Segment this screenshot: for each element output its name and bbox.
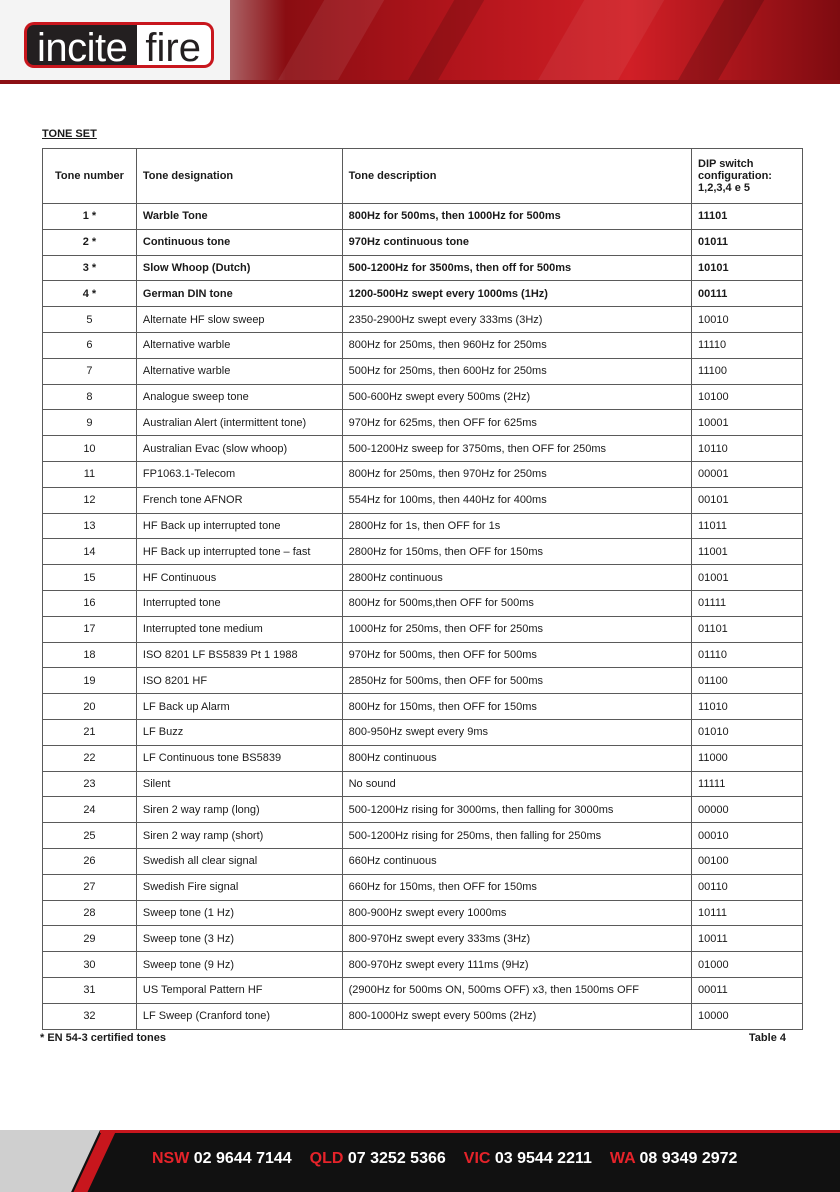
cell-dip-switch: 11001 <box>692 539 803 565</box>
cell-tone-designation: Analogue sweep tone <box>136 384 342 410</box>
cell-tone-designation: Swedish all clear signal <box>136 848 342 874</box>
cell-tone-number: 32 <box>43 1003 137 1029</box>
cell-tone-description: 1200-500Hz swept every 1000ms (1Hz) <box>342 281 691 307</box>
table-row <box>43 694 803 720</box>
cell-tone-number: 21 <box>43 719 137 745</box>
cell-dip-switch: 11000 <box>692 745 803 771</box>
cell-dip-switch: 01110 <box>692 642 803 668</box>
table-row <box>43 410 803 436</box>
cell-tone-designation: Silent <box>136 771 342 797</box>
cell-dip-switch: 01000 <box>692 952 803 978</box>
table-row <box>43 745 803 771</box>
table-row <box>43 436 803 462</box>
cell-tone-number: 15 <box>43 565 137 591</box>
cell-dip-switch: 10000 <box>692 1003 803 1029</box>
cell-tone-number: 8 <box>43 384 137 410</box>
cell-tone-number: 7 <box>43 358 137 384</box>
cell-tone-description: 660Hz for 150ms, then OFF for 150ms <box>342 874 691 900</box>
cell-dip-switch: 00011 <box>692 977 803 1003</box>
cell-tone-number: 13 <box>43 513 137 539</box>
footer-banner <box>0 1130 840 1192</box>
cell-tone-description: 1000Hz for 250ms, then OFF for 250ms <box>342 616 691 642</box>
table-row <box>43 823 803 849</box>
cell-tone-designation: Slow Whoop (Dutch) <box>136 255 342 281</box>
cell-dip-switch: 10100 <box>692 384 803 410</box>
table-row <box>43 358 803 384</box>
table-label: Table 4 <box>748 1032 786 1044</box>
cell-tone-number: 17 <box>43 616 137 642</box>
cell-tone-designation: Siren 2 way ramp (long) <box>136 797 342 823</box>
cell-tone-designation: LF Back up Alarm <box>136 694 342 720</box>
contact-state: NSW <box>152 1150 190 1167</box>
cell-tone-number: 4 * <box>43 281 137 307</box>
cell-tone-description: 500-1200Hz rising for 3000ms, then falling for 3000ms <box>342 797 691 823</box>
contact-phone: 07 3252 5366 <box>347 1150 446 1167</box>
table-row <box>43 797 803 823</box>
cell-tone-number: 25 <box>43 823 137 849</box>
table-row <box>43 668 803 694</box>
cell-tone-designation: Siren 2 way ramp (short) <box>136 823 342 849</box>
cell-tone-description: 800-950Hz swept every 9ms <box>342 719 691 745</box>
cell-tone-designation: Interrupted tone <box>136 590 342 616</box>
cell-tone-number: 9 <box>43 410 137 436</box>
cell-tone-designation: German DIN tone <box>136 281 342 307</box>
tone-set-table <box>42 148 803 1030</box>
table-row <box>43 642 803 668</box>
table-row <box>43 719 803 745</box>
cell-tone-description: 2800Hz for 1s, then OFF for 1s <box>342 513 691 539</box>
cell-tone-description: 500-1200Hz rising for 250ms, then falling for 250ms <box>342 823 691 849</box>
cell-tone-number: 12 <box>43 487 137 513</box>
cell-tone-designation: LF Sweep (Cranford tone) <box>136 1003 342 1029</box>
cell-dip-switch: 10101 <box>692 255 803 281</box>
contact-state: VIC <box>463 1150 491 1167</box>
cell-tone-designation: Swedish Fire signal <box>136 874 342 900</box>
cell-tone-designation: LF Buzz <box>136 719 342 745</box>
cell-tone-number: 3 * <box>43 255 137 281</box>
cell-tone-designation: Continuous tone <box>136 229 342 255</box>
cell-dip-switch: 01011 <box>692 229 803 255</box>
cell-dip-switch: 10010 <box>692 307 803 333</box>
contact-phone: 08 9349 2972 <box>639 1150 738 1167</box>
contact-state: QLD <box>309 1150 344 1167</box>
table-row <box>43 952 803 978</box>
cell-tone-number: 27 <box>43 874 137 900</box>
contact-phone: 03 9544 2211 <box>494 1150 592 1167</box>
cell-dip-switch: 00111 <box>692 281 803 307</box>
cell-tone-description: 800-900Hz swept every 1000ms <box>342 900 691 926</box>
table-row <box>43 487 803 513</box>
cell-tone-description: 800-970Hz swept every 111ms (9Hz) <box>342 952 691 978</box>
cell-tone-number: 2 * <box>43 229 137 255</box>
header-tone-number: Tone number <box>43 149 137 204</box>
table-row <box>43 307 803 333</box>
table-row <box>43 848 803 874</box>
cell-dip-switch: 10001 <box>692 410 803 436</box>
cell-dip-switch: 00100 <box>692 848 803 874</box>
cell-dip-switch: 10011 <box>692 926 803 952</box>
section-title: TONE SET <box>42 128 97 140</box>
table-row <box>43 204 803 230</box>
header-tone-designation: Tone designation <box>136 149 342 204</box>
cell-tone-number: 6 <box>43 332 137 358</box>
cell-tone-number: 16 <box>43 590 137 616</box>
cell-tone-number: 14 <box>43 539 137 565</box>
cell-tone-number: 24 <box>43 797 137 823</box>
cell-tone-description: 800Hz continuous <box>342 745 691 771</box>
cell-tone-description: 500Hz for 250ms, then 600Hz for 250ms <box>342 358 691 384</box>
cell-dip-switch: 11100 <box>692 358 803 384</box>
cell-dip-switch: 10111 <box>692 900 803 926</box>
table-row <box>43 771 803 797</box>
cell-tone-designation: Sweep tone (3 Hz) <box>136 926 342 952</box>
cell-tone-number: 20 <box>43 694 137 720</box>
table-row <box>43 229 803 255</box>
table-row <box>43 332 803 358</box>
cell-tone-number: 1 * <box>43 204 137 230</box>
cell-tone-designation: Alternative warble <box>136 358 342 384</box>
cell-tone-designation: HF Back up interrupted tone – fast <box>136 539 342 565</box>
cell-tone-description: 800-970Hz swept every 333ms (3Hz) <box>342 926 691 952</box>
cell-tone-description: 800Hz for 250ms, then 970Hz for 250ms <box>342 461 691 487</box>
cell-tone-description: 800-1000Hz swept every 500ms (2Hz) <box>342 1003 691 1029</box>
cell-tone-description: 970Hz for 500ms, then OFF for 500ms <box>342 642 691 668</box>
cell-tone-description: 800Hz for 150ms, then OFF for 150ms <box>342 694 691 720</box>
cell-dip-switch: 11010 <box>692 694 803 720</box>
cell-tone-description: 2800Hz continuous <box>342 565 691 591</box>
cell-tone-description: 500-600Hz swept every 500ms (2Hz) <box>342 384 691 410</box>
cell-dip-switch: 11110 <box>692 332 803 358</box>
cell-dip-switch: 11111 <box>692 771 803 797</box>
table-row <box>43 926 803 952</box>
cell-tone-designation: Interrupted tone medium <box>136 616 342 642</box>
cell-tone-description: 660Hz continuous <box>342 848 691 874</box>
cell-dip-switch: 01001 <box>692 565 803 591</box>
cell-tone-designation: US Temporal Pattern HF <box>136 977 342 1003</box>
table-row <box>43 281 803 307</box>
cell-tone-description: 800Hz for 500ms, then 1000Hz for 500ms <box>342 204 691 230</box>
cell-tone-description: 500-1200Hz sweep for 3750ms, then OFF for 250ms <box>342 436 691 462</box>
footer-contacts <box>152 1150 737 1168</box>
cell-tone-designation: French tone AFNOR <box>136 487 342 513</box>
table-row <box>43 255 803 281</box>
cell-dip-switch: 11011 <box>692 513 803 539</box>
cell-tone-description: 554Hz for 100ms, then 440Hz for 400ms <box>342 487 691 513</box>
table-row <box>43 461 803 487</box>
cell-tone-number: 26 <box>43 848 137 874</box>
cell-dip-switch: 00110 <box>692 874 803 900</box>
cell-dip-switch: 01101 <box>692 616 803 642</box>
cell-tone-designation: ISO 8201 HF <box>136 668 342 694</box>
cell-tone-number: 18 <box>43 642 137 668</box>
contact-state: WA <box>609 1150 636 1167</box>
table-row <box>43 565 803 591</box>
cell-tone-number: 10 <box>43 436 137 462</box>
header-banner <box>0 0 840 84</box>
cell-dip-switch: 01100 <box>692 668 803 694</box>
table-row <box>43 539 803 565</box>
contact-phone: 02 9644 7144 <box>193 1150 292 1167</box>
cell-tone-number: 23 <box>43 771 137 797</box>
cell-tone-designation: Alternative warble <box>136 332 342 358</box>
table-row <box>43 616 803 642</box>
cell-tone-designation: Alternate HF slow sweep <box>136 307 342 333</box>
cell-dip-switch: 00001 <box>692 461 803 487</box>
cell-tone-number: 30 <box>43 952 137 978</box>
cell-tone-number: 22 <box>43 745 137 771</box>
table-row <box>43 384 803 410</box>
cell-tone-number: 11 <box>43 461 137 487</box>
cell-tone-number: 31 <box>43 977 137 1003</box>
cell-tone-designation: Warble Tone <box>136 204 342 230</box>
cell-tone-number: 29 <box>43 926 137 952</box>
cell-tone-number: 19 <box>43 668 137 694</box>
cell-tone-description: 970Hz continuous tone <box>342 229 691 255</box>
table-row <box>43 874 803 900</box>
footnote: * EN 54-3 certified tones <box>40 1032 166 1044</box>
brand-logo <box>24 22 214 68</box>
logo-fire-text: fire <box>137 22 214 68</box>
table-body <box>43 204 803 1030</box>
cell-tone-designation: Australian Alert (intermittent tone) <box>136 410 342 436</box>
cell-tone-description: 970Hz for 625ms, then OFF for 625ms <box>342 410 691 436</box>
cell-tone-description: 2350-2900Hz swept every 333ms (3Hz) <box>342 307 691 333</box>
table-row <box>43 1003 803 1029</box>
cell-dip-switch: 00010 <box>692 823 803 849</box>
cell-tone-designation: ISO 8201 LF BS5839 Pt 1 1988 <box>136 642 342 668</box>
cell-tone-number: 28 <box>43 900 137 926</box>
cell-dip-switch: 10110 <box>692 436 803 462</box>
cell-tone-designation: Sweep tone (9 Hz) <box>136 952 342 978</box>
cell-tone-designation: HF Back up interrupted tone <box>136 513 342 539</box>
cell-tone-designation: HF Continuous <box>136 565 342 591</box>
table-row <box>43 977 803 1003</box>
logo-incite-text: incite <box>24 22 137 68</box>
cell-tone-description: 2850Hz for 500ms, then OFF for 500ms <box>342 668 691 694</box>
table-row <box>43 590 803 616</box>
table-row <box>43 900 803 926</box>
cell-tone-description: 2800Hz for 150ms, then OFF for 150ms <box>342 539 691 565</box>
cell-dip-switch: 01010 <box>692 719 803 745</box>
cell-tone-description: 800Hz for 250ms, then 960Hz for 250ms <box>342 332 691 358</box>
cell-dip-switch: 11101 <box>692 204 803 230</box>
cell-tone-description: No sound <box>342 771 691 797</box>
table-header-row <box>43 149 803 204</box>
header-tone-description: Tone description <box>342 149 691 204</box>
cell-tone-designation: FP1063.1-Telecom <box>136 461 342 487</box>
cell-dip-switch: 01111 <box>692 590 803 616</box>
cell-tone-description: (2900Hz for 500ms ON, 500ms OFF) x3, then 1500ms OFF <box>342 977 691 1003</box>
cell-dip-switch: 00000 <box>692 797 803 823</box>
table-row <box>43 513 803 539</box>
cell-dip-switch: 00101 <box>692 487 803 513</box>
header-dip-switch: DIP switch configuration: 1,2,3,4 e 5 <box>692 149 803 204</box>
cell-tone-designation: Sweep tone (1 Hz) <box>136 900 342 926</box>
cell-tone-designation: LF Continuous tone BS5839 <box>136 745 342 771</box>
cell-tone-description: 800Hz for 500ms,then OFF for 500ms <box>342 590 691 616</box>
cell-tone-description: 500-1200Hz for 3500ms, then off for 500ms <box>342 255 691 281</box>
cell-tone-number: 5 <box>43 307 137 333</box>
cell-tone-designation: Australian Evac (slow whoop) <box>136 436 342 462</box>
